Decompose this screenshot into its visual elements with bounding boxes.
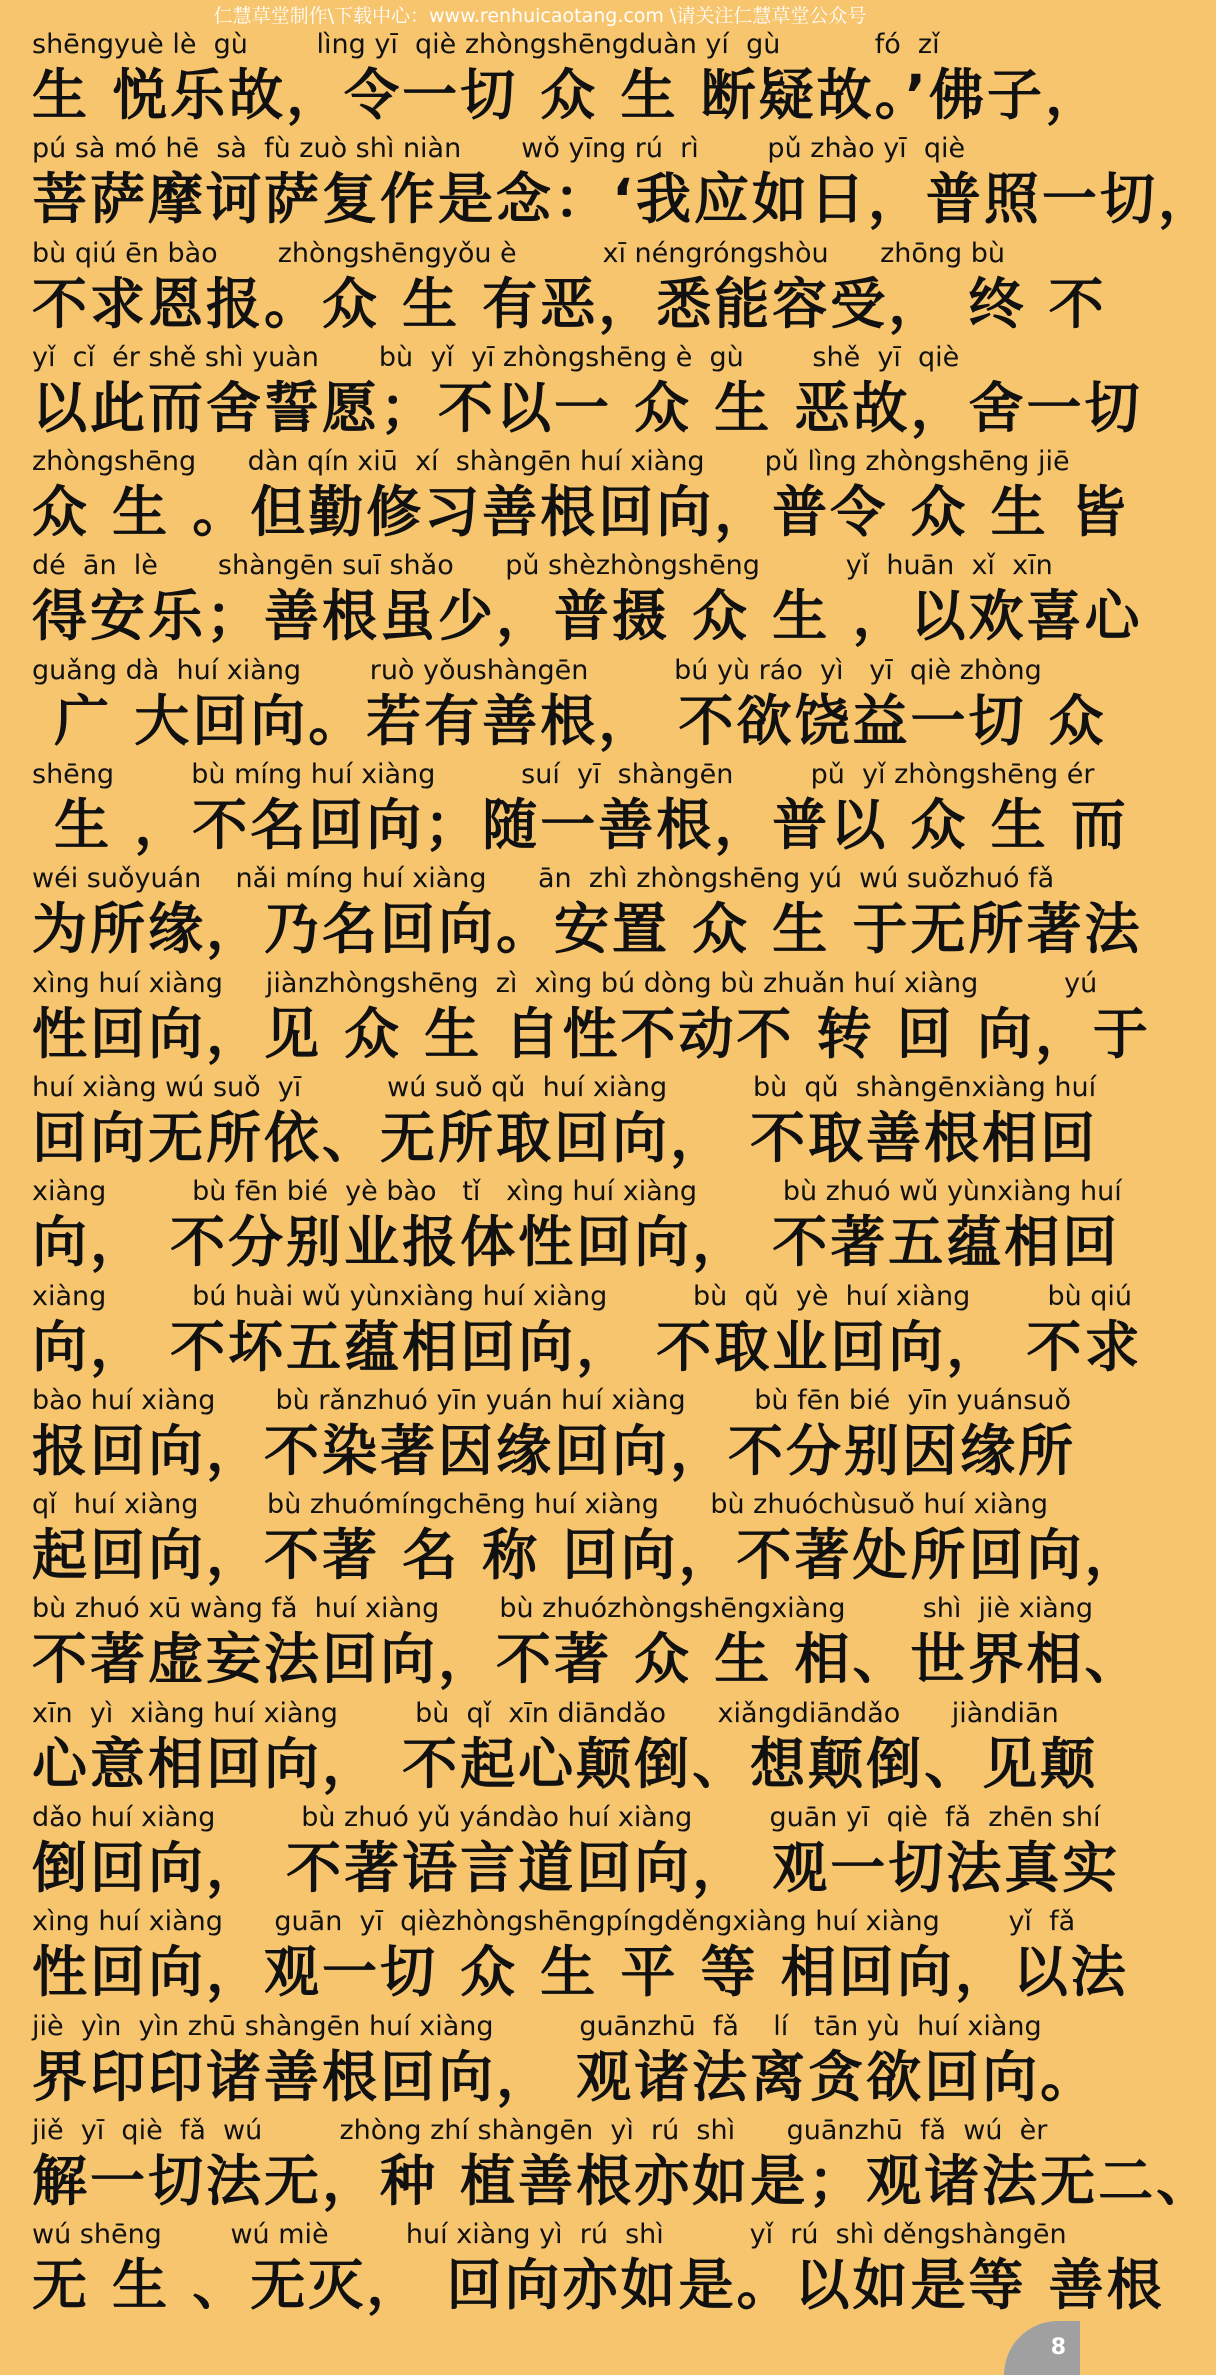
chinese-line: 不求恩报。众 生 有恶，悉能容受， 终 不: [32, 271, 1107, 336]
text-line: [32, 1697, 1099, 1801]
chinese-line: 菩萨摩诃萨复作是念：‘我应如日，普照一切，: [32, 167, 1216, 232]
chinese-line: 向， 不分别业报体性回向， 不著五蕴相回: [32, 1210, 1121, 1275]
page-number-badge: 8: [1004, 2321, 1080, 2375]
chinese-line: 解一切法无，种 植善根亦如是；观诸法无二、: [32, 2148, 1215, 2213]
pinyin-line: huí xiàng wú suǒ yī wú suǒ qǔ huí xiàng bù qǔ shàngēnxiàng huí: [32, 1071, 1097, 1103]
chinese-line: 为所缘，乃名回向。安置 众 生 于无所著法: [32, 897, 1143, 962]
text-line: [32, 758, 1129, 862]
text-line: [32, 2010, 1099, 2114]
chinese-line: 生 ，不名回向；随一善根，普以 众 生 而: [32, 793, 1129, 858]
pinyin-line: wú shēng wú miè huí xiàng yì rú shì yǐ rú shì děngshàngēn: [32, 2219, 1067, 2251]
pinyin-line: qǐ huí xiàng bù zhuómíngchēng huí xiàng bù zhuóchùsuǒ huí xiàng: [32, 1489, 1049, 1521]
pinyin-line: shēng bù míng huí xiàng suí yī shàngēn pǔ yǐ zhòngshēng ér: [32, 759, 1095, 791]
text-line: [32, 1801, 1121, 1905]
pinyin-line: xiàng bù fēn bié yè bào tǐ xìng huí xiàng bù zhuó wǔ yùnxiàng huí: [32, 1176, 1122, 1208]
chinese-line: 起回向，不著 名 称 回向，不著处所回向，: [32, 1523, 1143, 1588]
scripture-text-block: [32, 28, 1216, 2323]
pinyin-line: bù zhuó xū wàng fǎ huí xiàng bù zhuózhòngshēngxiàng shì jiè xiàng: [32, 1593, 1094, 1625]
chinese-line: 生 悦乐故，令一切 众 生 断疑故。’佛子，: [32, 63, 1103, 127]
chinese-line: 性回向，观一切 众 生 平 等 相回向，以法: [32, 1940, 1129, 2005]
page-header-watermark: 仁慧草堂制作\下载中心：www.renhuicaotang.com \请关注仁慧草堂公众号: [213, 5, 867, 27]
text-line: [32, 862, 1143, 966]
pinyin-line: dǎo huí xiàng bù zhuó yǔ yándào huí xiàng guān yī qiè fǎ zhēn shí: [32, 1802, 1101, 1834]
text-line: [32, 1384, 1077, 1488]
text-line: [32, 967, 1151, 1071]
text-line: [32, 1071, 1099, 1175]
text-line: [32, 1592, 1143, 1696]
text-line: [32, 341, 1143, 445]
pinyin-line: zhòngshēng dàn qín xiū xí shàngēn huí xiàng pǔ lìng zhòngshēng jiē: [32, 446, 1070, 478]
chinese-line: 得安乐；善根虽少，普摄 众 生 ，以欢喜心: [32, 584, 1143, 649]
text-line: [32, 2114, 1215, 2218]
pinyin-line: shēngyuè lè gù lìng yī qiè zhòngshēngduàn yí gù fó zǐ: [32, 29, 940, 60]
pinyin-line: wéi suǒyuán nǎi míng huí xiàng ān zhì zhòngshēng yú wú suǒzhuó fǎ: [32, 863, 1055, 895]
pinyin-line: jiě yī qiè fǎ wú zhòng zhí shàngēn yì rú shì guānzhū fǎ wú èr: [32, 2114, 1048, 2146]
pinyin-line: xìng huí xiàng guān yī qièzhòngshēngpíngděngxiàng huí xiàng yǐ fǎ: [32, 1906, 1076, 1938]
pinyin-line: xiàng bú huài wǔ yùnxiàng huí xiàng bù qǔ yè huí xiàng bù qiú: [32, 1280, 1133, 1312]
text-line: [32, 1905, 1129, 2009]
chinese-line: 以此而舍誓愿；不以一 众 生 恶故，舍一切: [32, 375, 1143, 440]
text-line: [32, 1280, 1143, 1384]
text-line: [32, 2218, 1165, 2322]
chinese-line: 无 生 、无灭， 回向亦如是。以如是等 善根: [32, 2253, 1165, 2318]
chinese-line: 广 大回向。若有善根， 不欲饶益一切 众: [32, 688, 1107, 753]
text-line: [32, 654, 1107, 758]
text-line: [32, 237, 1107, 341]
chinese-line: 性回向，见 众 生 自性不动不 转 回 向，于: [32, 1001, 1151, 1066]
chinese-line: 不著虚妄法回向，不著 众 生 相、世界相、: [32, 1627, 1143, 1692]
chinese-line: 向， 不坏五蕴相回向， 不取业回向， 不求: [32, 1314, 1143, 1379]
chinese-line: 心意相回向， 不起心颠倒、想颠倒、见颠: [32, 1731, 1099, 1796]
chinese-line: 众 生 。但勤修习善根回向，普令 众 生 皆: [32, 480, 1129, 545]
pinyin-line: jiè yìn yìn zhū shàngēn huí xiàng guānzhū fǎ lí tān yù huí xiàng: [32, 2010, 1042, 2042]
text-line: [32, 1488, 1143, 1592]
chinese-line: 倒回向， 不著语言道回向， 观一切法真实: [32, 1836, 1121, 1901]
pinyin-line: xìng huí xiàng jiànzhòngshēng zì xìng bú dòng bù zhuǎn huí xiàng yú: [32, 967, 1098, 999]
chinese-line: 报回向，不染著因缘回向，不分别因缘所: [32, 1418, 1077, 1483]
pinyin-line: xīn yì xiàng huí xiàng bù qǐ xīn diāndǎo xiǎngdiāndǎo jiàndiān: [32, 1697, 1059, 1729]
chinese-line: 界印印诸善根回向， 观诸法离贪欲回向。: [32, 2044, 1099, 2109]
pinyin-line: bù qiú ēn bào zhòngshēngyǒu è xī néngróngshòu zhōng bù: [32, 237, 1005, 269]
chinese-line: 回向无所依、无所取回向， 不取善根相回: [32, 1105, 1099, 1170]
pinyin-line: guǎng dà huí xiàng ruò yǒushàngēn bú yù ráo yì yī qiè zhòng: [32, 654, 1042, 686]
text-line: [32, 1175, 1122, 1279]
pinyin-line: pú sà mó hē sà fù zuò shì niàn wǒ yīng rú rì pǔ zhào yī qiè: [32, 133, 966, 165]
text-line: [32, 445, 1129, 549]
pinyin-line: dé ān lè shàngēn suī shǎo pǔ shèzhòngshēng yǐ huān xǐ xīn: [32, 550, 1053, 582]
pinyin-line: yǐ cǐ ér shě shì yuàn bù yǐ yī zhòngshēng è gù shě yī qiè: [32, 341, 960, 373]
text-line: [32, 28, 1103, 132]
text-line: [32, 132, 1216, 236]
pinyin-line: bào huí xiàng bù rǎnzhuó yīn yuán huí xiàng bù fēn bié yīn yuánsuǒ: [32, 1384, 1071, 1416]
text-line: [32, 549, 1143, 653]
